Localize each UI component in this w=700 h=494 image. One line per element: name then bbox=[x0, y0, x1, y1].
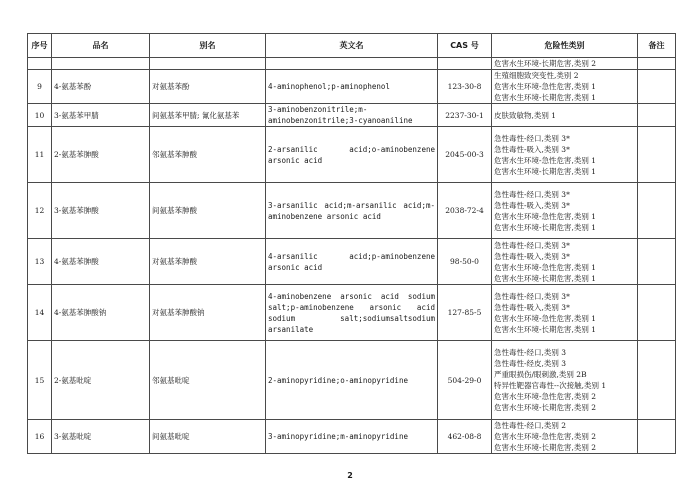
hazard-line: 急性毒性-经口,类别 2 bbox=[494, 421, 567, 430]
hazard-line: 危害水生环境-急性危害,类别 1 bbox=[494, 155, 597, 165]
hazard-line: 危害水生环境-长期危害,类别 2 bbox=[494, 443, 597, 452]
row-name: 2-氨基吡啶 bbox=[52, 341, 150, 420]
row-no: 9 bbox=[28, 70, 52, 104]
row-hazard bbox=[492, 127, 638, 183]
table-row bbox=[28, 70, 676, 104]
hazard-line: 危害水生环境-急性危害,类别 1 bbox=[494, 211, 597, 221]
row-hazard bbox=[492, 341, 638, 420]
hazard-line: 危害水生环境-长期危害,类别 1 bbox=[494, 222, 597, 232]
table-row bbox=[28, 285, 676, 341]
row-remark bbox=[638, 285, 676, 341]
row-no: 14 bbox=[28, 285, 52, 341]
hazard-line: 危害水生环境-长期危害,类别 2 bbox=[494, 59, 597, 68]
row-hazard bbox=[492, 183, 638, 239]
header-no: 序号 bbox=[28, 34, 52, 58]
row-remark bbox=[638, 104, 676, 127]
row-no: 16 bbox=[28, 420, 52, 454]
row-remark bbox=[638, 341, 676, 420]
row-alias: 间氨基苯甲腈; 氰化氨基苯 bbox=[150, 104, 266, 127]
row-english-name: 3-arsanilic acid;m-arsanilic acid;m-aminobenzene arsonic acid bbox=[266, 183, 438, 239]
hazardous-chemicals-table bbox=[27, 33, 676, 454]
carryover-alias bbox=[150, 58, 266, 70]
hazard-line: 急性毒性-经口,类别 3* bbox=[494, 240, 570, 250]
table-body bbox=[28, 58, 676, 454]
row-cas: 504-29-0 bbox=[438, 341, 492, 420]
header-hazard: 危险性类别 bbox=[492, 34, 638, 58]
table-row bbox=[28, 127, 676, 183]
hazard-line: 急性毒性-经皮,类别 3 bbox=[494, 359, 567, 368]
carryover-english bbox=[266, 58, 438, 70]
row-alias: 对氨基苯胂酸 bbox=[150, 239, 266, 285]
hazard-line: 急性毒性-吸入,类别 3* bbox=[494, 200, 570, 210]
row-remark bbox=[638, 183, 676, 239]
hazard-line: 危害水生环境-急性危害,类别 2 bbox=[494, 432, 597, 441]
row-english-name: 2-aminopyridine;o-aminopyridine bbox=[266, 341, 438, 420]
page-number: 2 bbox=[347, 471, 353, 480]
row-remark bbox=[638, 420, 676, 454]
carryover-cas bbox=[438, 58, 492, 70]
header-remark: 备注 bbox=[638, 34, 676, 58]
row-name: 4-氨基苯胂酸钠 bbox=[52, 285, 150, 341]
row-cas: 462-08-8 bbox=[438, 420, 492, 454]
row-cas: 123-30-8 bbox=[438, 70, 492, 104]
hazard-line: 急性毒性-吸入,类别 3* bbox=[494, 144, 570, 154]
table-row bbox=[28, 183, 676, 239]
table-row bbox=[28, 341, 676, 420]
hazard-line: 危害水生环境-急性危害,类别 1 bbox=[494, 82, 597, 91]
hazard-line: 危害水生环境-长期危害,类别 1 bbox=[494, 273, 597, 283]
row-english-name: 2-arsanilic acid;o-aminobenzene arsonic acid bbox=[266, 127, 438, 183]
header-english: 英文名 bbox=[266, 34, 438, 58]
row-english-name: 4-aminophenol;p-aminophenol bbox=[266, 70, 438, 104]
hazard-line: 生殖细胞致突变性,类别 2 bbox=[494, 71, 579, 80]
table-row bbox=[28, 104, 676, 127]
row-name: 4-氨基苯酚 bbox=[52, 70, 150, 104]
row-hazard bbox=[492, 104, 638, 127]
hazard-line: 危害水生环境-长期危害,类别 1 bbox=[494, 166, 597, 176]
row-hazard bbox=[492, 285, 638, 341]
row-remark bbox=[638, 127, 676, 183]
hazard-line: 急性毒性-吸入,类别 3* bbox=[494, 302, 570, 312]
row-remark bbox=[638, 70, 676, 104]
row-hazard bbox=[492, 239, 638, 285]
row-english-name: 3-aminobenzonitrile;m-aminobenzonitrile;3-cyanoaniline bbox=[266, 104, 438, 127]
hazard-line: 急性毒性-吸入,类别 3* bbox=[494, 251, 570, 261]
row-cas: 98-50-0 bbox=[438, 239, 492, 285]
carryover-hazard bbox=[492, 58, 638, 70]
header-cas: CAS 号 bbox=[438, 34, 492, 58]
row-hazard bbox=[492, 420, 638, 454]
row-no: 11 bbox=[28, 127, 52, 183]
row-name: 4-氨基苯胂酸 bbox=[52, 239, 150, 285]
header-name: 品名 bbox=[52, 34, 150, 58]
row-cas: 2045-00-3 bbox=[438, 127, 492, 183]
hazard-line: 急性毒性-经口,类别 3 bbox=[494, 348, 567, 357]
row-no: 15 bbox=[28, 341, 52, 420]
row-english-name: 3-aminopyridine;m-aminopyridine bbox=[266, 420, 438, 454]
table-row bbox=[28, 420, 676, 454]
row-alias: 邻氨基苯胂酸 bbox=[150, 127, 266, 183]
row-no: 10 bbox=[28, 104, 52, 127]
carryover-row bbox=[28, 58, 676, 70]
row-no: 13 bbox=[28, 239, 52, 285]
carryover-no bbox=[28, 58, 52, 70]
hazard-line: 特异性靶器官毒性--次接触,类别 1 bbox=[494, 381, 607, 390]
row-cas: 127-85-5 bbox=[438, 285, 492, 341]
row-remark bbox=[638, 239, 676, 285]
row-english-name: 4-aminobenzene arsonic acid sodium salt;p-aminobenzene arsonic acid sodium salt;sodiumsaltsodium arsanilate bbox=[266, 285, 438, 341]
hazard-line: 危害水生环境-长期危害,类别 1 bbox=[494, 324, 597, 334]
row-cas: 2038-72-4 bbox=[438, 183, 492, 239]
carryover-remark bbox=[638, 58, 676, 70]
table-header-row bbox=[28, 34, 676, 58]
hazard-line: 急性毒性-经口,类别 3* bbox=[494, 291, 570, 301]
row-cas: 2237-30-1 bbox=[438, 104, 492, 127]
table-row bbox=[28, 239, 676, 285]
hazard-line: 危害水生环境-急性危害,类别 1 bbox=[494, 313, 597, 323]
hazard-line: 严重眼损伤/眼刺激,类别 2B bbox=[494, 370, 587, 379]
row-name: 2-氨基苯胂酸 bbox=[52, 127, 150, 183]
row-alias: 对氨基苯酚 bbox=[150, 70, 266, 104]
header-alias: 别名 bbox=[150, 34, 266, 58]
row-alias: 邻氨基吡啶 bbox=[150, 341, 266, 420]
carryover-name bbox=[52, 58, 150, 70]
row-alias: 对氨基苯胂酸钠 bbox=[150, 285, 266, 341]
row-name: 3-氨基苯胂酸 bbox=[52, 183, 150, 239]
hazard-line: 危害水生环境-急性危害,类别 2 bbox=[494, 392, 597, 401]
row-hazard bbox=[492, 70, 638, 104]
hazard-line: 危害水生环境-急性危害,类别 1 bbox=[494, 262, 597, 272]
row-name: 3-氨基苯甲腈 bbox=[52, 104, 150, 127]
hazard-line: 急性毒性-经口,类别 3* bbox=[494, 133, 570, 143]
hazard-line: 皮肤致敏物,类别 1 bbox=[494, 110, 557, 120]
row-alias: 间氨基苯胂酸 bbox=[150, 183, 266, 239]
row-english-name: 4-arsanilic acid;p-aminobenzene arsonic acid bbox=[266, 239, 438, 285]
row-alias: 间氨基吡啶 bbox=[150, 420, 266, 454]
hazard-line: 危害水生环境-长期危害,类别 2 bbox=[494, 403, 597, 412]
hazard-line: 危害水生环境-长期危害,类别 1 bbox=[494, 93, 597, 102]
hazard-line: 急性毒性-经口,类别 3* bbox=[494, 189, 570, 199]
row-no: 12 bbox=[28, 183, 52, 239]
row-name: 3-氨基吡啶 bbox=[52, 420, 150, 454]
